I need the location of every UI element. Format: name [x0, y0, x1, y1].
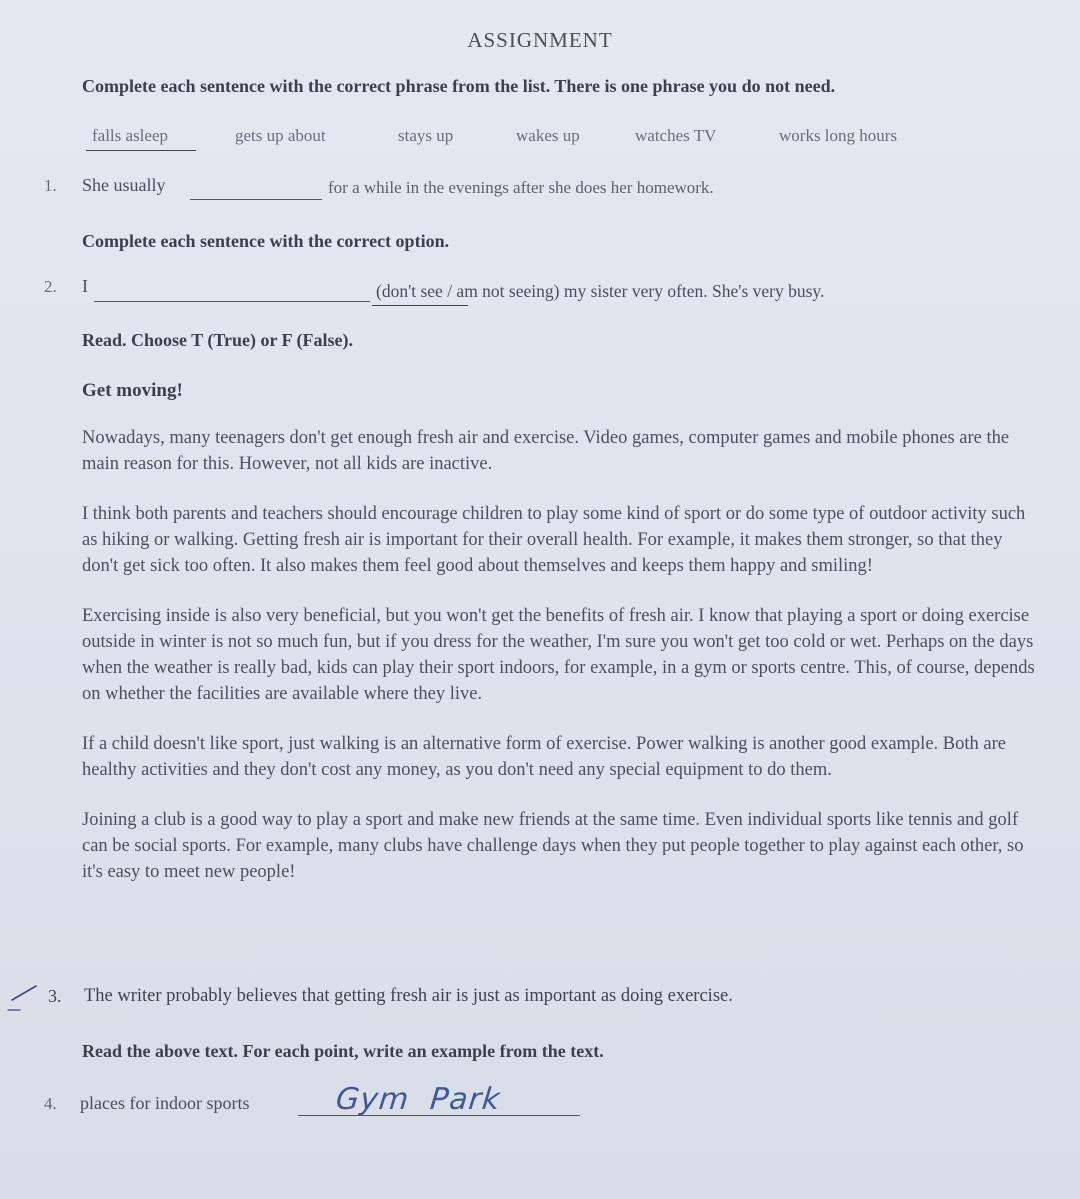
- phrase-underline: [86, 150, 196, 151]
- option-underline: [372, 305, 468, 306]
- page-title: ASSIGNMENT: [467, 28, 613, 52]
- question-4-prompt: places for indoor sports: [80, 1093, 250, 1113]
- question-1-text-after: for a while in the evenings after she does her homework.: [328, 178, 714, 197]
- phrase-option: falls asleep: [92, 126, 168, 145]
- phrase-option: stays up: [398, 126, 454, 145]
- passage-paragraph: Joining a club is a good way to play a sport and make new friends at the same time. Even individual sports like tennis and golf can be social sports. For example, many clubs have challenge days when they put people together to play against each other, so it's easy to meet new people!: [82, 810, 1024, 882]
- check-mark-icon: [6, 982, 40, 1012]
- passage-paragraph: Nowadays, many teenagers don't get enough fresh air and exercise. Video games, computer games and mobile phones are the main reason for this. However, not all kids are inactive.: [82, 428, 1010, 474]
- instruction-option: Complete each sentence with the correct option.: [82, 231, 450, 251]
- question-4-number: 4.: [44, 1094, 57, 1113]
- phrase-option: watches TV: [635, 126, 717, 145]
- question-2-answer-blank[interactable]: [94, 301, 370, 302]
- passage-heading: Get moving!: [82, 380, 183, 401]
- question-2-text-before: I: [82, 276, 88, 296]
- question-2-options-text: (don't see / am not seeing) my sister very often. She's very busy.: [376, 281, 825, 301]
- reading-passage: [82, 425, 1042, 909]
- passage-paragraph: Exercising inside is also very beneficial, but you won't get the benefits of fresh air. I know that playing a sport or doing exercise outside in winter is not so much fun, but if you dress for the weather, I'm sure you won't get too cold or wet. Perhaps on the days when the weather is really bad, kids can play their sport indoors, for example, in a gym or sports centre. This, of course, depends on whether the facilities are available where they live.: [82, 606, 1035, 704]
- instruction-true-false: Read. Choose T (True) or F (False).: [82, 330, 353, 350]
- question-3-statement: The writer probably believes that getting fresh air is just as important as doing exercise.: [84, 986, 733, 1006]
- question-1-number: 1.: [44, 176, 57, 195]
- phrase-option: works long hours: [779, 126, 898, 145]
- phrase-option: gets up about: [235, 126, 326, 145]
- passage-paragraph: If a child doesn't like sport, just walking is an alternative form of exercise. Power walking is another good example. Both are healthy activities and they don't cost any money, as you don't need any special equipment to do them.: [82, 734, 1006, 780]
- question-3-number: 3.: [48, 986, 62, 1006]
- instruction-phrases: Complete each sentence with the correct phrase from the list. There is one phrase you do not need.: [82, 76, 836, 96]
- question-1-answer-blank[interactable]: [190, 199, 322, 200]
- question-4-handwritten-answer: Gym Park: [334, 1082, 503, 1117]
- question-1-text-before: She usually: [82, 175, 166, 195]
- instruction-examples: Read the above text. For each point, write an example from the text.: [82, 1041, 604, 1061]
- question-2-number: 2.: [44, 277, 57, 296]
- phrase-option: wakes up: [516, 126, 580, 145]
- passage-paragraph: I think both parents and teachers should encourage children to play some kind of sport or do some type of outdoor activity such as hiking or walking. Getting fresh air is important for their overall health. For example, it makes them stronger, so that they don't get sick too often. It also makes them feel good about themselves and keeps them happy and smiling!: [82, 504, 1026, 576]
